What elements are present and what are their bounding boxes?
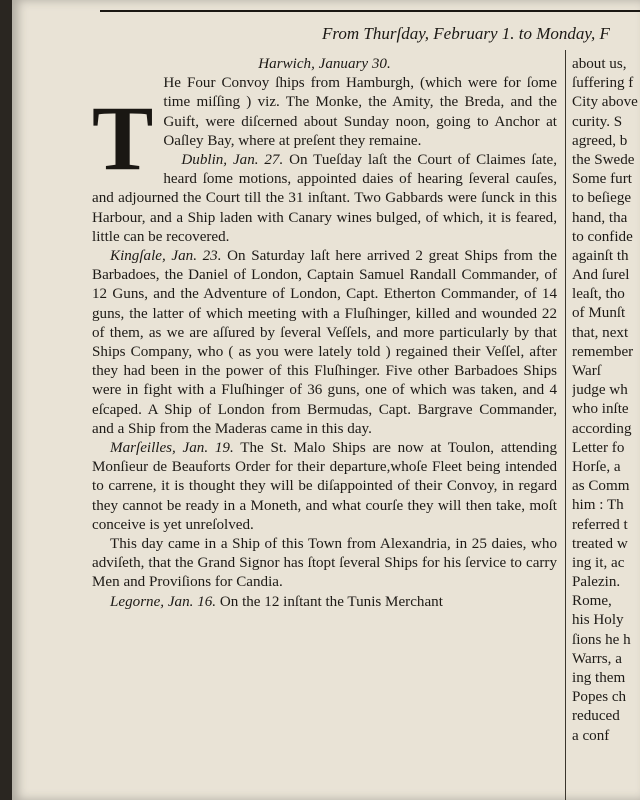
issue-dateline: From Thurſday, February 1. to Monday, F [322, 24, 610, 43]
right-column-line: referred t [572, 516, 628, 533]
dublin-paragraph [92, 151, 557, 247]
right-column-line: Popes ch [572, 689, 627, 706]
right-column-line: And ſurel [572, 267, 630, 284]
right-column-line: hand, tha [572, 209, 628, 226]
right-column-line: ing it, ac [572, 554, 625, 571]
right-column-line: curity. S [572, 113, 623, 130]
right-column-line: about us, [572, 56, 627, 72]
dropcap-letter: T [92, 87, 154, 190]
legorne-paragraph [92, 593, 557, 612]
legorne-label: Legorne, Jan. 16. [110, 593, 217, 610]
right-column-line: a conf [572, 727, 610, 744]
right-column-line: judge wh [572, 382, 628, 399]
right-column-line: Letter fo [572, 439, 625, 456]
right-column-line: Rome, [572, 593, 612, 610]
right-column-line: that, next [572, 324, 629, 341]
alexandria-text: This day came in a Ship of this Town from Alexandria, in 25 daies, who adviſeth, that the Grand Signor has ſtopt ſeveral Ships for his ſervice to carry Men and Proviſions for Candia. [92, 536, 557, 591]
right-column-line: Palezin. [572, 574, 621, 591]
right-column-clip [572, 50, 640, 800]
left-column [92, 55, 557, 612]
right-column-line: treated w [572, 535, 628, 552]
harwich-paragraph [92, 74, 557, 151]
right-column-line: of Munſt [572, 305, 626, 322]
right-column-line: agreed, b [572, 132, 628, 149]
harwich-heading: Harwich, January 30. [258, 56, 391, 72]
right-column-line: Warrs, a [572, 650, 622, 667]
alexandria-paragraph [92, 535, 557, 593]
right-column-line: ſuffering f [572, 75, 634, 92]
column-divider [565, 50, 566, 800]
marseilles-paragraph [92, 439, 557, 535]
marseilles-label: Marſeilles, Jan. 19. [110, 440, 234, 457]
right-column-line: Some furt [572, 171, 632, 188]
kingsale-text: On Saturday laſt here arrived 2 great Ships from the Barbadoes, the Daniel of London, Captain Samuel Randall Commander, of 12 Guns, and the Adventure of London, Capt. Etherton Commander, of 14 guns, the latter of which meeting with a Fluſhinger, killed and wounded 22 of them, as we are aſſured by ſeveral Veſſels, and more particularly by that Ships Company, who ( as you were lately told ) regained their Veſſel, after they had been in the power of this Fluſhinger. Five other Barbadoes Ships were in fight with a Fluſhinger of 36 guns, one of which was taken, and 4 eſcaped. A Ship of London from Bermudas, Capt. Bargrave Commander, and a Ship from the Maderas came in this day. [92, 248, 557, 437]
marseilles-text: The St. Malo Ships are now at Toulon, attending Monſieur de Beauforts Order for their departure,whoſe Fleet being intended to carrene, it is thought they will be diſappointed of their Convoy, in regard they cannot be ready in a Moneth, and what courſe they will then take, moſt conceive is yet unreſolved. [92, 440, 557, 533]
right-column-line: his Holy [572, 612, 624, 629]
right-column-line: ing them [572, 670, 626, 686]
right-column-line: Horſe, a [572, 458, 621, 475]
legorne-text: On the 12 inſtant the Tunis Merchant [219, 593, 443, 610]
right-column-line: leaſt, tho [572, 286, 625, 303]
dublin-text: On Tueſday laſt the Court of Claimes ſate, heard ſome motions, appointed daies of hearing ſeveral cauſes, and adjourned the Court till the 31 inſtant. Two Gabbards were ſunck in this Harbour, and a Ship laden with Canary wines bulged, of which, it is feared, little can be recovered. [92, 152, 557, 245]
dublin-label: Dublin, Jan. 27. [181, 152, 284, 169]
right-column-line: reduced [572, 708, 620, 725]
right-column-line: to confide [572, 228, 633, 245]
right-column-line: him : Th [572, 497, 624, 514]
right-column-line: againſt th [572, 247, 629, 264]
right-column-line: according [572, 420, 632, 437]
kingsale-paragraph [92, 247, 557, 439]
right-column-line: as Comm [572, 478, 630, 495]
right-column-line: City above [572, 94, 638, 111]
right-column-line: Warſ [572, 363, 601, 379]
right-column-line: to beſiege [572, 190, 632, 207]
right-column-line: ſions he h [572, 631, 631, 648]
right-column-line: the Swede [572, 151, 635, 168]
newspaper-page [12, 0, 640, 800]
harwich-text: He Four Convoy ſhips from Hamburgh, (which were for ſome time miſſing ) viz. The Monke, the Amity, the Breda, and the Guift, were diſcerned about Sunday noon, going to Anchor at Oaſley Bay, where at preſent they remaine. [163, 75, 557, 149]
header-rule [100, 10, 640, 12]
right-column-line: who inſte [572, 401, 629, 418]
right-column-line: remember [572, 343, 634, 360]
kingsale-label: Kingſale, Jan. 23. [110, 248, 222, 265]
right-column [572, 55, 640, 746]
